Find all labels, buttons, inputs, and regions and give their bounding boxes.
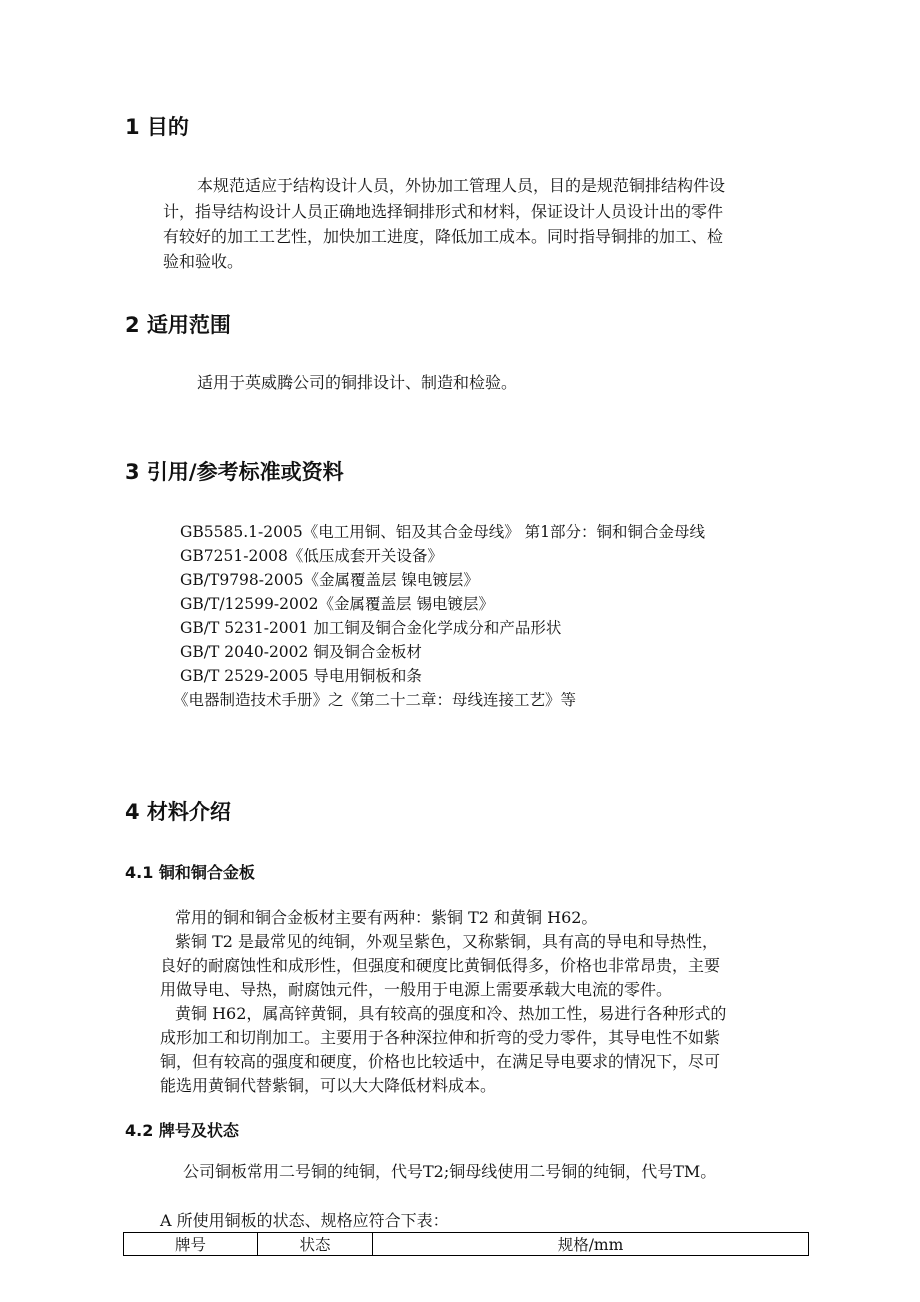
section-1-heading: 1 目的 <box>125 115 189 139</box>
section-3-heading: 3 引用/参考标准或资料 <box>125 460 344 484</box>
reference-item: 《电器制造技术手册》之《第二十二章：母线连接工艺》等 <box>173 691 577 709</box>
subsection-4-1-para1-line: 用做导电、导热，耐腐蚀元件，一般用于电源上需要承载大电流的零件。 <box>160 980 673 999</box>
reference-item: GB/T9798-2005《金属覆盖层 镍电镀层》 <box>180 571 479 589</box>
subsection-4-1-para2-line: 成形加工和切削加工。主要用于各种深拉伸和折弯的受力零件，其导电性不如紫 <box>160 1028 721 1047</box>
section-2-heading: 2 适用范围 <box>125 313 231 337</box>
subsection-4-1-heading: 4.1 铜和铜合金板 <box>125 863 255 882</box>
reference-item: GB7251-2008《低压成套开关设备》 <box>180 547 443 565</box>
subsection-4-2-heading: 4.2 牌号及状态 <box>125 1121 239 1140</box>
subsection-4-1-para1-line: 良好的耐腐蚀性和成形性，但强度和硬度比黄铜低得多，价格也非常昂贵，主要 <box>160 956 721 975</box>
table-header-state: 状态 <box>258 1233 373 1256</box>
subsection-4-1-para2-line: 铜，但有较高的强度和硬度，价格也比较适中，在满足导电要求的情况下，尽可 <box>160 1052 721 1071</box>
section-2-line: 适用于英威腾公司的铜排设计、制造和检验。 <box>197 373 518 392</box>
subsection-4-1-para2-line: 能选用黄铜代替紫铜，可以大大降低材料成本。 <box>160 1076 497 1095</box>
table-caption: A 所使用铜板的状态、规格应符合下表： <box>160 1211 449 1230</box>
reference-item: GB/T 2529-2005 导电用铜板和条 <box>180 667 422 685</box>
table-header-row <box>124 1233 809 1256</box>
section-1-line-2: 计，指导结构设计人员正确地选择铜排形式和材料，保证设计人员设计出的零件 <box>163 202 724 221</box>
table-header-spec: 规格/mm <box>373 1233 809 1256</box>
table-header-grade: 牌号 <box>124 1233 258 1256</box>
reference-item: GB/T/12599-2002《金属覆盖层 锡电镀层》 <box>180 595 494 613</box>
reference-item: GB/T 2040-2002 铜及铜合金板材 <box>180 643 422 661</box>
section-4-heading: 4 材料介绍 <box>125 800 231 824</box>
reference-item: GB/T 5231-2001 加工铜及铜合金化学成分和产品形状 <box>180 619 562 637</box>
section-1-line-1: 本规范适应于结构设计人员，外协加工管理人员，目的是规范铜排结构件设 <box>197 176 726 195</box>
subsection-4-2-line: 公司铜板常用二号铜的纯铜，代号T2;铜母线使用二号铜的纯铜，代号TM。 <box>183 1162 717 1181</box>
subsection-4-1-intro: 常用的铜和铜合金板材主要有两种：紫铜 T2 和黄铜 H62。 <box>175 908 598 927</box>
spec-table <box>123 1232 809 1256</box>
subsection-4-1-para1-line: 紫铜 T2 是最常见的纯铜，外观呈紫色，又称紫铜，具有高的导电和导热性， <box>175 932 719 951</box>
section-1-line-4: 验和验收。 <box>163 252 244 271</box>
subsection-4-1-para2-line: 黄铜 H62，属高锌黄铜，具有较高的强度和冷、热加工性，易进行各种形式的 <box>175 1004 727 1023</box>
section-1-line-3: 有较好的加工工艺性，加快加工进度，降低加工成本。同时指导铜排的加工、检 <box>163 227 724 246</box>
reference-item: GB5585.1-2005《电工用铜、铝及其合金母线》 第1部分：铜和铜合金母线 <box>180 523 705 541</box>
